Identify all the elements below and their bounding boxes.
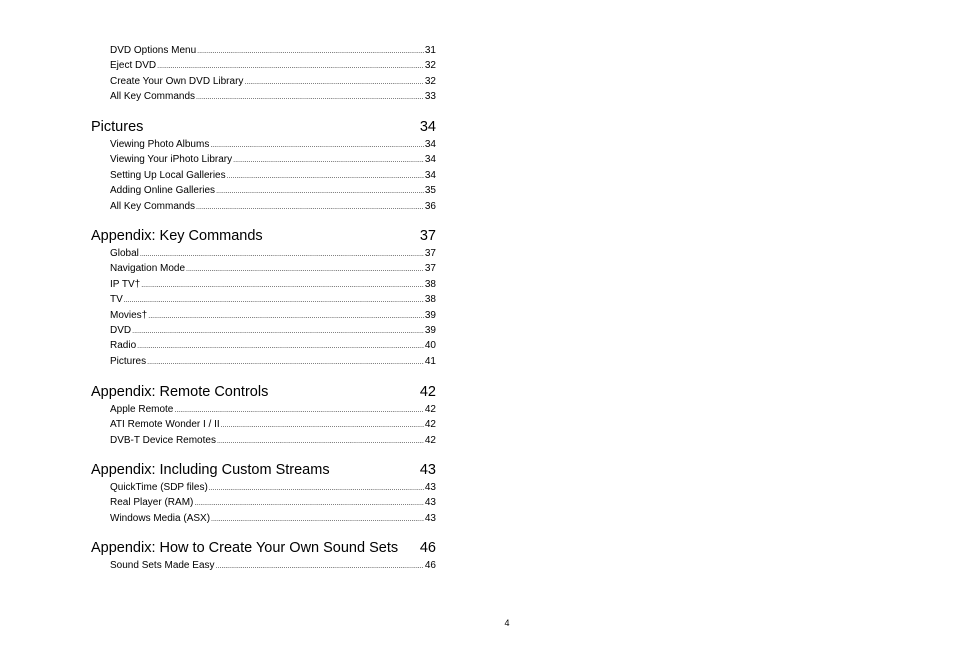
dot-leader bbox=[197, 44, 424, 59]
toc-entry[interactable] bbox=[110, 433, 436, 448]
dot-leader bbox=[174, 403, 424, 418]
toc-entry[interactable] bbox=[110, 43, 436, 58]
toc-entry[interactable] bbox=[110, 402, 436, 417]
toc-entry[interactable] bbox=[110, 323, 436, 338]
toc-heading-title: Appendix: Including Custom Streams bbox=[91, 462, 330, 478]
toc-entry-page: 32 bbox=[424, 75, 436, 87]
toc-entry-title: Create Your Own DVD Library bbox=[110, 75, 244, 87]
dot-leader bbox=[233, 153, 424, 168]
toc-entry[interactable] bbox=[110, 558, 436, 573]
toc-section-pictures bbox=[91, 117, 436, 214]
toc-entry[interactable] bbox=[110, 277, 436, 292]
toc-heading-title: Appendix: How to Create Your Own Sound Sets bbox=[91, 540, 399, 556]
toc-entry-title: Viewing Your iPhoto Library bbox=[110, 154, 233, 166]
toc-entry-title: Eject DVD bbox=[110, 60, 157, 72]
toc-entry[interactable] bbox=[110, 495, 436, 510]
toc-entry-page: 42 bbox=[424, 404, 436, 415]
toc-entry-page: 42 bbox=[424, 434, 436, 446]
toc-entry[interactable] bbox=[110, 480, 436, 495]
toc-entry-title: Real Player (RAM) bbox=[110, 497, 194, 509]
toc-heading-page: 46 bbox=[419, 540, 436, 556]
toc-heading-title: Appendix: Remote Controls bbox=[91, 384, 269, 400]
toc-entry-title: ATI Remote Wonder I / II bbox=[110, 419, 220, 431]
toc-entry-page: 46 bbox=[424, 560, 436, 571]
toc-entry[interactable] bbox=[110, 417, 436, 432]
toc-entry-page: 34 bbox=[424, 169, 436, 181]
toc-entry[interactable] bbox=[110, 511, 436, 526]
toc-entry-page: 43 bbox=[424, 512, 436, 524]
toc-entry-title: DVB-T Device Remotes bbox=[110, 434, 216, 446]
toc-entry-title: All Key Commands bbox=[110, 91, 196, 103]
toc-entry[interactable] bbox=[110, 199, 436, 214]
toc-entry[interactable] bbox=[110, 58, 436, 73]
toc-entry-page: 38 bbox=[424, 294, 436, 306]
toc-entry-page: 37 bbox=[424, 248, 436, 259]
toc-entry-page: 32 bbox=[424, 60, 436, 72]
toc-entry-page: 36 bbox=[424, 200, 436, 212]
dot-leader bbox=[147, 355, 424, 370]
toc-entry-title: Radio bbox=[110, 340, 137, 352]
toc-entry-title: QuickTime (SDP files) bbox=[110, 482, 208, 493]
toc-entry-page: 34 bbox=[424, 139, 436, 150]
toc-heading[interactable] bbox=[91, 382, 436, 402]
toc-entry[interactable] bbox=[110, 152, 436, 167]
toc-entry[interactable] bbox=[110, 261, 436, 276]
toc-entry[interactable] bbox=[110, 354, 436, 369]
toc-entry[interactable] bbox=[110, 308, 436, 323]
toc-section-sound-sets bbox=[91, 538, 436, 573]
toc-entry-page: 43 bbox=[424, 497, 436, 509]
toc-entry-title: All Key Commands bbox=[110, 200, 196, 212]
toc-section-dvd-continued bbox=[91, 43, 436, 105]
toc-entry-page: 39 bbox=[424, 309, 436, 321]
toc-entry[interactable] bbox=[110, 168, 436, 183]
toc-entry-title: Movies† bbox=[110, 309, 148, 321]
toc-heading-title: Appendix: Key Commands bbox=[91, 228, 263, 244]
toc-section-key-commands bbox=[91, 226, 436, 369]
toc-entry-title: Pictures bbox=[110, 355, 147, 367]
toc-heading[interactable] bbox=[91, 226, 436, 246]
page-number: 4 bbox=[504, 618, 510, 628]
toc-entry-title: IP TV† bbox=[110, 278, 141, 290]
toc-entry-page: 42 bbox=[424, 419, 436, 431]
toc-heading[interactable] bbox=[91, 117, 436, 137]
toc-entry-page: 40 bbox=[424, 340, 436, 352]
toc-entry-title: DVD Options Menu bbox=[110, 45, 197, 56]
dot-leader bbox=[141, 278, 424, 293]
dot-leader bbox=[227, 169, 424, 184]
toc-heading-title: Pictures bbox=[91, 119, 144, 135]
dot-leader bbox=[124, 293, 424, 308]
toc-entry-title: Sound Sets Made Easy bbox=[110, 560, 215, 571]
dot-leader bbox=[210, 138, 424, 153]
toc-entry[interactable] bbox=[110, 74, 436, 89]
toc-heading-page: 43 bbox=[419, 462, 436, 478]
toc-entry-title: Setting Up Local Galleries bbox=[110, 169, 226, 181]
dot-leader bbox=[140, 247, 424, 262]
dot-leader bbox=[132, 324, 424, 339]
dot-leader bbox=[186, 262, 424, 277]
toc-heading[interactable] bbox=[91, 460, 436, 480]
toc-entry-page: 35 bbox=[424, 185, 436, 197]
dot-leader bbox=[209, 481, 424, 496]
toc-entry-title: Adding Online Galleries bbox=[110, 185, 216, 197]
dot-leader bbox=[148, 309, 424, 324]
toc-entry[interactable] bbox=[110, 338, 436, 353]
toc-heading[interactable] bbox=[91, 538, 436, 558]
toc-heading-page: 42 bbox=[419, 384, 436, 400]
dot-leader bbox=[217, 434, 424, 449]
toc-entry-page: 34 bbox=[424, 154, 436, 166]
dot-leader bbox=[244, 75, 423, 90]
dot-leader bbox=[211, 512, 424, 527]
toc-entry-title: Apple Remote bbox=[110, 404, 174, 415]
toc-entry-title: Windows Media (ASX) bbox=[110, 512, 211, 524]
toc-entry[interactable] bbox=[110, 89, 436, 104]
toc-entry-page: 39 bbox=[424, 324, 436, 336]
dot-leader bbox=[137, 339, 424, 354]
dot-leader bbox=[196, 200, 424, 215]
toc-section-custom-streams bbox=[91, 460, 436, 526]
dot-leader bbox=[194, 496, 424, 511]
toc-entry-title: Global bbox=[110, 248, 139, 259]
toc-entry-title: Viewing Photo Albums bbox=[110, 139, 210, 150]
toc-section-remote-controls bbox=[91, 382, 436, 448]
toc-entry[interactable] bbox=[110, 246, 436, 261]
toc-entry-title: TV bbox=[110, 294, 123, 306]
toc-entry-page: 43 bbox=[424, 482, 436, 493]
dot-leader bbox=[216, 184, 424, 199]
dot-leader bbox=[157, 59, 424, 74]
toc-entry-title: DVD bbox=[110, 324, 132, 336]
toc-entry-page: 37 bbox=[424, 263, 436, 275]
toc-heading-page: 34 bbox=[419, 119, 436, 135]
toc-entry-title: Navigation Mode bbox=[110, 263, 186, 275]
toc-entry[interactable] bbox=[110, 292, 436, 307]
toc-entry[interactable] bbox=[110, 183, 436, 198]
dot-leader bbox=[196, 90, 424, 105]
toc-entry-page: 38 bbox=[424, 278, 436, 290]
toc-entry-page: 33 bbox=[424, 91, 436, 103]
dot-leader bbox=[221, 418, 424, 433]
toc-entry-page: 41 bbox=[424, 355, 436, 367]
toc-entry-page: 31 bbox=[424, 45, 436, 56]
toc-heading-page: 37 bbox=[419, 228, 436, 244]
toc-entry[interactable] bbox=[110, 137, 436, 152]
dot-leader bbox=[216, 559, 424, 574]
